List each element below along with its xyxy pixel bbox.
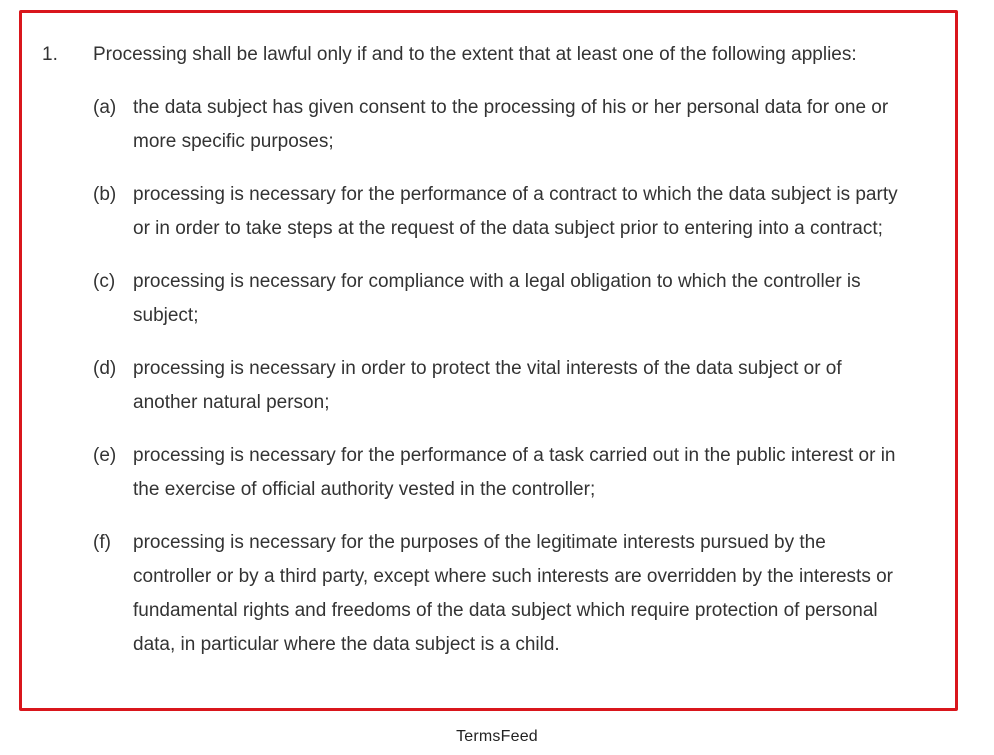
point-label: (e) xyxy=(93,445,117,466)
point-a xyxy=(93,91,903,159)
point-text: the data subject has given consent to the processing of his or her personal data for one or more specific purposes; xyxy=(133,97,889,152)
paragraph-text: Processing shall be lawful only if and to the extent that at least one of the following applies: xyxy=(93,44,857,65)
legal-article xyxy=(42,38,922,681)
point-c xyxy=(93,265,903,333)
point-label: (b) xyxy=(93,184,117,205)
point-b xyxy=(93,178,903,246)
point-d xyxy=(93,352,903,420)
point-text: processing is necessary for the purposes of the legitimate interests pursued by the controller or by a third party, except where such interests are overridden by the interests or fundamental rights and freedoms of the data subject which require protection of personal data, in particular where the data subject is a child. xyxy=(133,532,894,655)
point-label: (c) xyxy=(93,271,116,292)
point-text: processing is necessary for compliance with a legal obligation to which the controller is subject; xyxy=(133,271,861,326)
points-list xyxy=(93,91,922,662)
point-label: (d) xyxy=(93,358,117,379)
point-label: (a) xyxy=(93,97,117,118)
source-caption: TermsFeed xyxy=(456,728,538,745)
point-e xyxy=(93,439,903,507)
article-paragraph xyxy=(42,38,922,72)
highlight-frame xyxy=(19,10,958,711)
point-text: processing is necessary for the performance of a contract to which the data subject is party or in order to take steps at the request of the data subject prior to entering into a contract; xyxy=(133,184,898,239)
point-text: processing is necessary for the performance of a task carried out in the public interest or in the exercise of official authority vested in the controller; xyxy=(133,445,896,500)
point-label: (f) xyxy=(93,532,111,553)
paragraph-number: 1. xyxy=(42,44,58,65)
point-f xyxy=(93,526,903,662)
point-text: processing is necessary in order to protect the vital interests of the data subject or of another natural person; xyxy=(133,358,842,413)
